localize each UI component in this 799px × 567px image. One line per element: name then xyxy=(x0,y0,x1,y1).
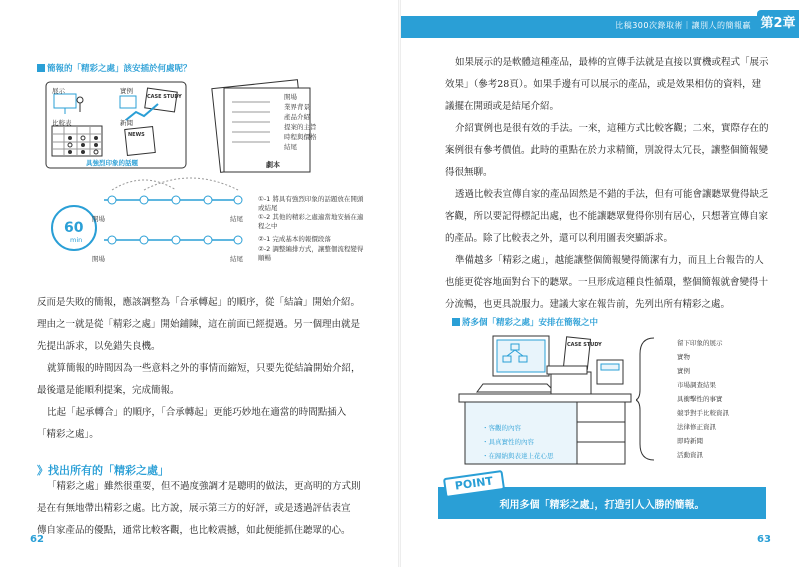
label-case: 實例 xyxy=(120,87,133,95)
timer-value: 60 xyxy=(64,220,84,236)
paragraph-line: 是在有無地帶出精彩之處。比方說，展示第三方的好評，或是透過評估表宣 xyxy=(37,503,351,514)
label-start: 開場 xyxy=(92,215,105,223)
note: ①-2 其他的精彩之處適當地安插在適程之中 xyxy=(258,213,364,230)
script-item: 開場 xyxy=(284,93,297,101)
note: ②-2 調整編排方式，讓整個流程變得順暢 xyxy=(258,245,364,262)
paragraph-line: 議擺在開頭或是結尾介紹。 xyxy=(445,101,560,112)
desk-item: ・在歸納與表達上花心思 xyxy=(482,452,554,460)
point-badge: POINT xyxy=(443,470,505,498)
label-impress: 具強烈印象的話題 xyxy=(86,159,138,167)
label-end-2: 結尾 xyxy=(230,255,243,263)
left-section-title: 簡報的「精彩之處」該安插於何處呢？ xyxy=(37,62,192,74)
paragraph-line: 就算簡報的時間因為一些意料之外的事情而縮短，只要先從結論開始介紹， xyxy=(47,363,361,374)
list-bracket xyxy=(636,334,656,464)
script-item: 提案的主旨 xyxy=(284,123,317,131)
desk-item: ・具真實性的內容 xyxy=(482,438,534,446)
right-section-title: 將多個「精彩之處」安排在簡報之中 xyxy=(452,316,598,328)
label-show: 展示 xyxy=(52,87,65,95)
desk-item: ・客觀的內容 xyxy=(482,424,521,432)
paragraph-line: 傳自家產品的優點，通常比較客觀，也比較震撼，如此便能抓住聽眾的心。 xyxy=(37,525,351,536)
paragraph-line: 得很無聊。 xyxy=(445,167,493,178)
script-item: 產品介紹 xyxy=(284,113,310,121)
desk-illustration xyxy=(455,330,655,470)
paragraph-line: 先提出訴求，以免錯失良機。 xyxy=(37,341,161,352)
label-script: 劇本 xyxy=(266,161,280,169)
label-case-study: CASE STUDY xyxy=(147,94,182,100)
script-item: 結尾 xyxy=(284,143,297,151)
left-page-number: 62 xyxy=(30,534,44,545)
running-header-text: 比稿300次錄取術｜讓別人的簡報贏 xyxy=(615,21,751,30)
list-item: 留下印象的展示 xyxy=(677,339,723,347)
list-item: 法律修正資訊 xyxy=(677,423,716,431)
script-item: 業界背景 xyxy=(284,103,310,111)
paragraph-line: 反而是失敗的簡報，應該調整為「合承轉起」的順序，從「結論」開始介紹。 xyxy=(37,297,361,308)
paragraph-line: 介紹實例也是很有效的手法。一來，這種方式比較客觀；二來，實際存在的 xyxy=(455,123,769,134)
list-item: 競爭對手比較資訊 xyxy=(677,409,729,417)
left-heading-2: 》找出所有的「精彩之處」 xyxy=(37,464,169,477)
paragraph-line: 客觀，所以要記得標記出處，也不能讓聽眾覺得你別有居心，只想著宣傳自家 xyxy=(445,211,769,222)
list-item: 市場調查結果 xyxy=(677,381,716,389)
paragraph-line: 分流暢，也更具說服力。建議大家在報告前，先列出所有精彩之處。 xyxy=(445,299,731,310)
paragraph-line: 準備越多「精彩之處」，越能讓整個簡報變得簡潔有力，而且上台報告的人 xyxy=(455,255,764,266)
paragraph-line: 也能更從容地面對台下的聽眾。一旦形成這種良性循環，整個簡報就會變得十 xyxy=(445,277,769,288)
paragraph-line: 的產品。除了比較表之外，還可以利用圖表突顯訴求。 xyxy=(445,233,674,244)
point-callout: 利用多個「精彩之處」，打造引人入勝的簡報。 xyxy=(438,487,766,519)
timer-unit: min xyxy=(70,236,83,244)
list-item: 實例 xyxy=(677,367,690,375)
list-item: 具衝擊性的事實 xyxy=(677,395,723,403)
gutter xyxy=(398,0,401,567)
label-case-study-2: CASE STUDY xyxy=(567,342,602,348)
note: ②-1 完成基本的報價段落 xyxy=(258,235,331,243)
list-item: 活動資訊 xyxy=(677,451,703,459)
paragraph-line: 如果展示的是軟體這種產品，最棒的宣傳手法就是直接以實機或程式「展示 xyxy=(455,57,769,68)
paragraph-line: 「精彩之處」雖然很重要，但不過度強調才是聰明的做法，更高明的方式則 xyxy=(47,481,361,492)
running-header xyxy=(401,16,799,38)
note: ①-1 將具有強烈印象的話題放在開頭或結尾 xyxy=(258,195,364,212)
label-compare: 比較表 xyxy=(52,119,72,127)
label-end: 結尾 xyxy=(230,215,243,223)
list-item: 即時新聞 xyxy=(677,437,703,445)
paragraph-line: 案例很有參考價值。此時的重點在於力求精簡，別說得太冗長，讓整個簡報變 xyxy=(445,145,769,156)
paragraph-line: 「精彩之處」。 xyxy=(37,429,99,440)
script-item: 時程與價格 xyxy=(284,133,317,141)
paragraph-line: 效果」（參考28頁）。如果手邊有可以展示的產品，或是效果相仿的資料，建 xyxy=(445,79,762,90)
paragraph-line: 透過比較表宣傳自家的產品固然是不錯的手法，但有可能會讓聽眾覺得缺乏 xyxy=(455,189,769,200)
chapter-tab: 第2章 xyxy=(757,10,799,38)
paragraph-line: 比起「起承轉合」的順序，「合承轉起」更能巧妙地在適當的時間點插入 xyxy=(47,407,347,418)
label-news: 新聞 xyxy=(120,119,133,127)
paragraph-line: 理由之一就是從「精彩之處」開始鋪陳，這在前面已經提過。另一個理由就是 xyxy=(37,319,361,330)
label-news-icon: NEWS xyxy=(128,132,145,138)
right-page-number: 63 xyxy=(757,534,771,545)
list-item: 實物 xyxy=(677,353,690,361)
label-start-2: 開場 xyxy=(92,255,105,263)
paragraph-line: 最後還是能順利提案，完成簡報。 xyxy=(37,385,180,396)
